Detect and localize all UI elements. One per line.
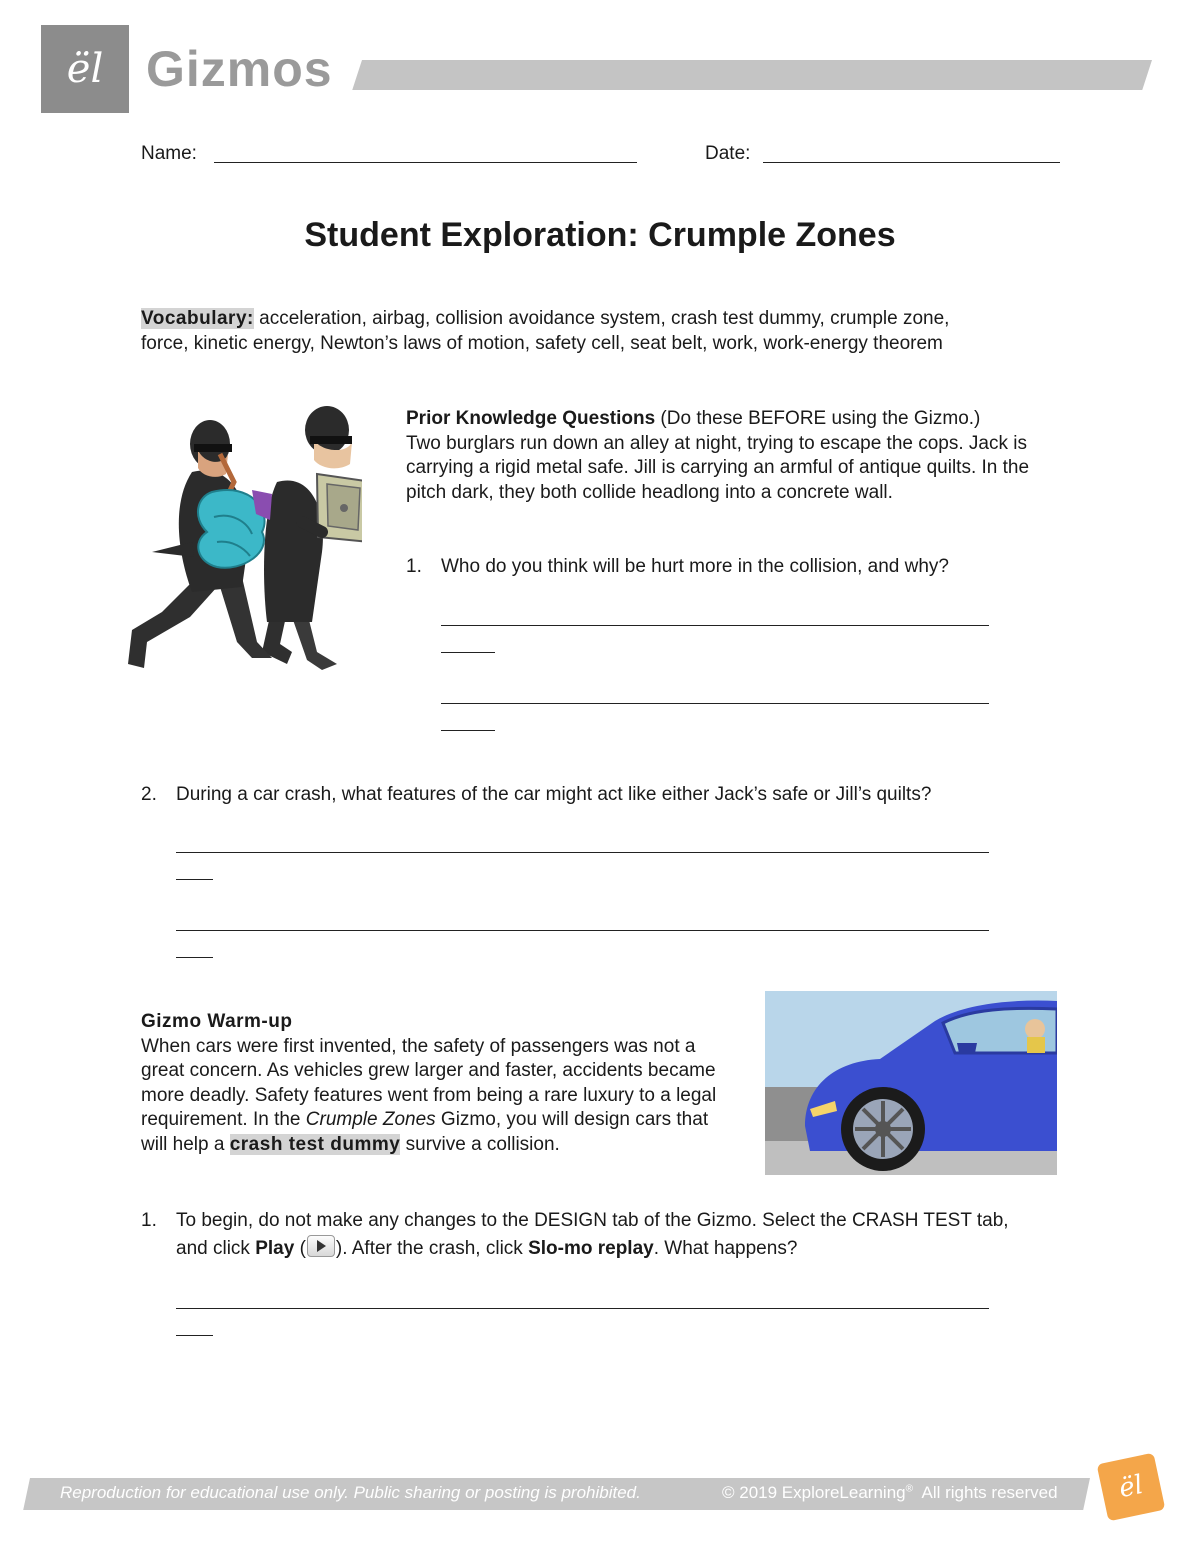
jill-figure — [128, 420, 272, 668]
prior-knowledge-block — [406, 407, 1066, 505]
registered-mark: ® — [905, 1483, 913, 1495]
explorelearning-logo-icon: ël — [66, 46, 104, 92]
rights-text: All rights reserved — [912, 1483, 1058, 1502]
warmup-heading: Gizmo Warm-up — [141, 1011, 293, 1032]
name-label: Name: — [141, 143, 197, 164]
warmup-text-1: When cars were first invented, the safety of passengers was not a great concern. As vehicles grew larger and faster, accidents became more deadly. Safety features went from being a rare luxury to a legal requirement. In the — [141, 1035, 717, 1130]
page-title: Student Exploration: Crumple Zones — [304, 216, 896, 254]
warmup-question-1-number: 1. — [141, 1210, 157, 1231]
answer-line[interactable] — [441, 652, 495, 653]
answer-line[interactable] — [176, 879, 213, 880]
slomo-replay-label: Slo-mo replay — [528, 1238, 654, 1259]
warmup-question-1-part-c: . What happens? — [653, 1238, 798, 1259]
burglars-illustration — [122, 402, 362, 684]
warmup-question-1-text — [176, 1207, 1036, 1263]
prior-knowledge-heading: Prior Knowledge Questions — [406, 408, 656, 429]
question-1-text: Who do you think will be hurt more in the collision, and why? — [441, 556, 949, 577]
answer-line[interactable] — [441, 730, 495, 731]
play-label: Play — [255, 1238, 295, 1259]
answer-line[interactable] — [441, 703, 989, 704]
answer-line[interactable] — [176, 1335, 213, 1336]
vocabulary-highlight: crash test dummy — [229, 1133, 401, 1155]
vocabulary-term: Vocabulary: — [141, 308, 254, 329]
play-icon — [307, 1235, 335, 1257]
vocabulary-line-2: force, kinetic energy, Newton’s laws of motion, safety cell, seat belt, work, work-energy theorem — [141, 332, 943, 354]
prior-knowledge-note: (Do these BEFORE using the Gizmo.) — [655, 408, 981, 429]
warmup-text-2: Gizmo, you will design cars that will help a — [141, 1109, 709, 1155]
answer-line[interactable] — [176, 957, 213, 958]
question-2-number: 2. — [141, 784, 157, 805]
paren-open: ( — [294, 1238, 306, 1259]
footer-copyright — [722, 1483, 1058, 1503]
brand-name: Gizmos — [146, 41, 333, 97]
warmup-text-3: survive a collision. — [400, 1133, 560, 1155]
vocabulary-line-1: acceleration, airbag, collision avoidance system, crash test dummy, crumple zone, — [253, 308, 950, 329]
footer-notice: Reproduction for educational use only. Public sharing or posting is prohibited. — [60, 1483, 641, 1502]
explorelearning-footer-logo-icon: ël — [1097, 1453, 1166, 1522]
date-field[interactable] — [763, 162, 1060, 163]
warmup-question-1-part-a: To begin, do not make any changes to the DESIGN tab of the Gizmo. Select the CRASH TEST tab, and click — [176, 1210, 1009, 1259]
date-label: Date: — [705, 143, 751, 164]
car-image — [765, 991, 1057, 1175]
answer-line[interactable] — [176, 930, 989, 931]
jack-figure — [262, 406, 362, 670]
header-bar — [352, 60, 1152, 90]
answer-line[interactable] — [176, 1308, 989, 1309]
warmup-paragraph — [141, 1035, 726, 1158]
warmup-block — [141, 1010, 731, 1157]
answer-line[interactable] — [441, 625, 989, 626]
vocabulary-block — [141, 307, 1081, 356]
copyright-text: © 2019 ExploreLearning — [722, 1483, 906, 1502]
warmup-question-1-part-b: ). After the crash, click — [335, 1238, 529, 1259]
warmup-gizmo-name: Crumple Zones — [305, 1109, 436, 1130]
name-field[interactable] — [214, 162, 637, 163]
prior-knowledge-paragraph: Two burglars run down an alley at night, trying to escape the cops. Jack is carrying a rigid metal safe. Jill is carrying an armful of antique quilts. In the pitch dark, they both collide headlong into a concrete wall. — [406, 432, 1030, 503]
question-1-number: 1. — [406, 556, 422, 577]
question-2-text: During a car crash, what features of the car might act like either Jack’s safe or Jill’s quilts? — [176, 784, 932, 805]
answer-line[interactable] — [176, 852, 989, 853]
